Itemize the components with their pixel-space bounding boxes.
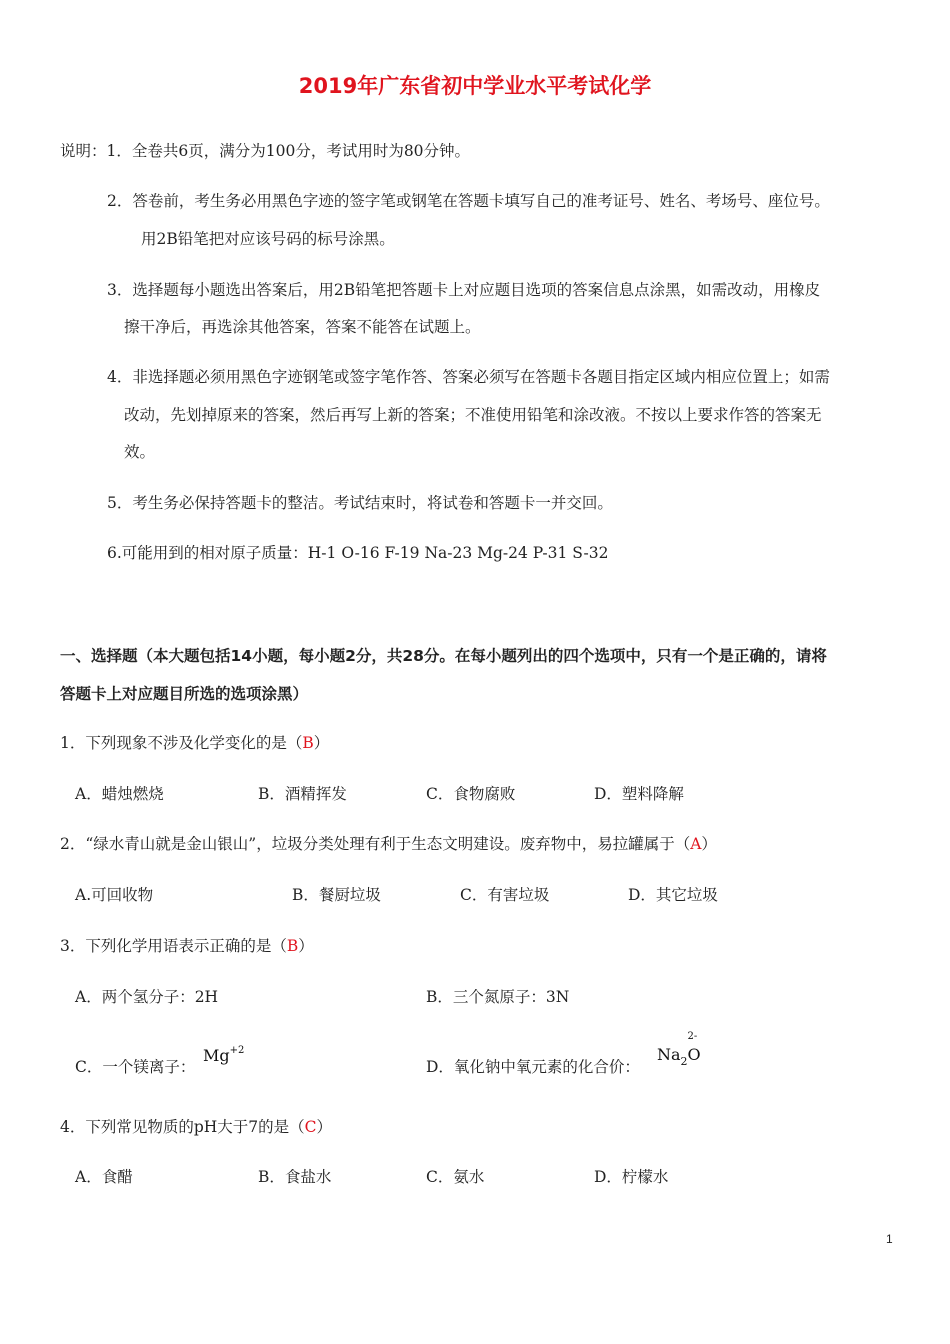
instructions-line-2: 2．答卷前，考生务必用黑色字迹的签字笔或钢笔在答题卡填写自己的准考证号、姓名、考场号、座位号。: [107, 192, 830, 210]
instructions-line-1: 说明：1．全卷共6页，满分为100分，考试用时为80分钟。: [60, 142, 471, 160]
answer-mark: C: [304, 1118, 317, 1136]
answer-mark: A: [690, 835, 702, 853]
option-c: C．氨水: [426, 1168, 485, 1186]
instructions-line-3: 用2B铅笔把对应该号码的标号涂黑。: [141, 230, 395, 248]
answer-mark: B: [302, 734, 314, 752]
question-1-stem: 1．下列现象不涉及化学变化的是（B）: [60, 734, 330, 752]
sodium-oxide-formula: $Na_2O$ 2-: [657, 1031, 701, 1068]
option-b: B．餐厨垃圾: [292, 886, 381, 904]
option-a: A.可回收物: [75, 886, 154, 904]
instructions-line-7: 改动，先划掉原来的答案，然后再写上新的答案；不准使用铅笔和涂改液。不按以上要求作答的答案无: [124, 406, 822, 424]
section-heading-line-1: 一、选择题（本大题包括14小题，每小题2分，共28分。在每小题列出的四个选项中，只有一个是正确的，请将: [60, 647, 827, 665]
option-b: B．酒精挥发: [258, 785, 347, 803]
question-2-stem: 2．“绿水青山就是金山银山”，垃圾分类处理有利于生态文明建设。废弃物中，易拉罐属于（A）: [60, 835, 717, 853]
section-heading-line-2: 答题卡上对应题目所选的选项涂黑）: [60, 685, 309, 703]
option-d: D．塑料降解: [594, 785, 684, 803]
question-3-stem: 3．下列化学用语表示正确的是（B）: [60, 937, 314, 955]
page-title: 2019年广东省初中学业水平考试化学: [298, 74, 652, 98]
valence-mark: 2-: [687, 1031, 698, 1042]
option-c: C．有害垃圾: [460, 886, 550, 904]
instructions-line-4: 3．选择题每小题选出答案后，用2B铅笔把答题卡上对应题目选项的答案信息点涂黑，如需改动，用橡皮: [107, 281, 821, 299]
option-d: D．其它垃圾: [628, 886, 718, 904]
instructions-line-5: 擦干净后，再选涂其他答案，答案不能答在试题上。: [124, 318, 481, 336]
instructions-line-9: 5．考生务必保持答题卡的整洁。考试结束时，将试卷和答题卡一并交回。: [107, 494, 613, 512]
option-c: C．食物腐败: [426, 785, 516, 803]
option-d: D．氧化钠中氧元素的化合价：: [426, 1058, 640, 1076]
option-b: B．食盐水: [258, 1168, 332, 1186]
magnesium-ion-formula: $Mg^{+2}$: [203, 1045, 245, 1065]
answer-mark: B: [286, 937, 299, 955]
option-a: A．食醋: [75, 1168, 133, 1186]
option-c: C．一个镁离子：: [75, 1058, 196, 1076]
option-d: D．柠檬水: [594, 1168, 669, 1186]
option-a: A．蜡烛燃烧: [75, 785, 164, 803]
page-number: 1: [886, 1232, 893, 1246]
option-b: B．三个氮原子：3N: [426, 988, 570, 1006]
instructions-line-8: 效。: [124, 443, 156, 461]
instructions-line-10: 6.可能用到的相对原子质量：H-1 O-16 F-19 Na-23 Mg-24 P-31 S-32: [107, 544, 609, 562]
instructions-label: 说明：: [60, 142, 107, 160]
instructions-line-6: 4．非选择题必须用黑色字迹钢笔或签字笔作答、答案必须写在答题卡各题目指定区域内相应位置上；如需: [107, 368, 830, 386]
question-4-stem: 4．下列常见物质的pH大于7的是（C）: [60, 1118, 333, 1136]
option-a: A．两个氢分子：2H: [75, 988, 219, 1006]
